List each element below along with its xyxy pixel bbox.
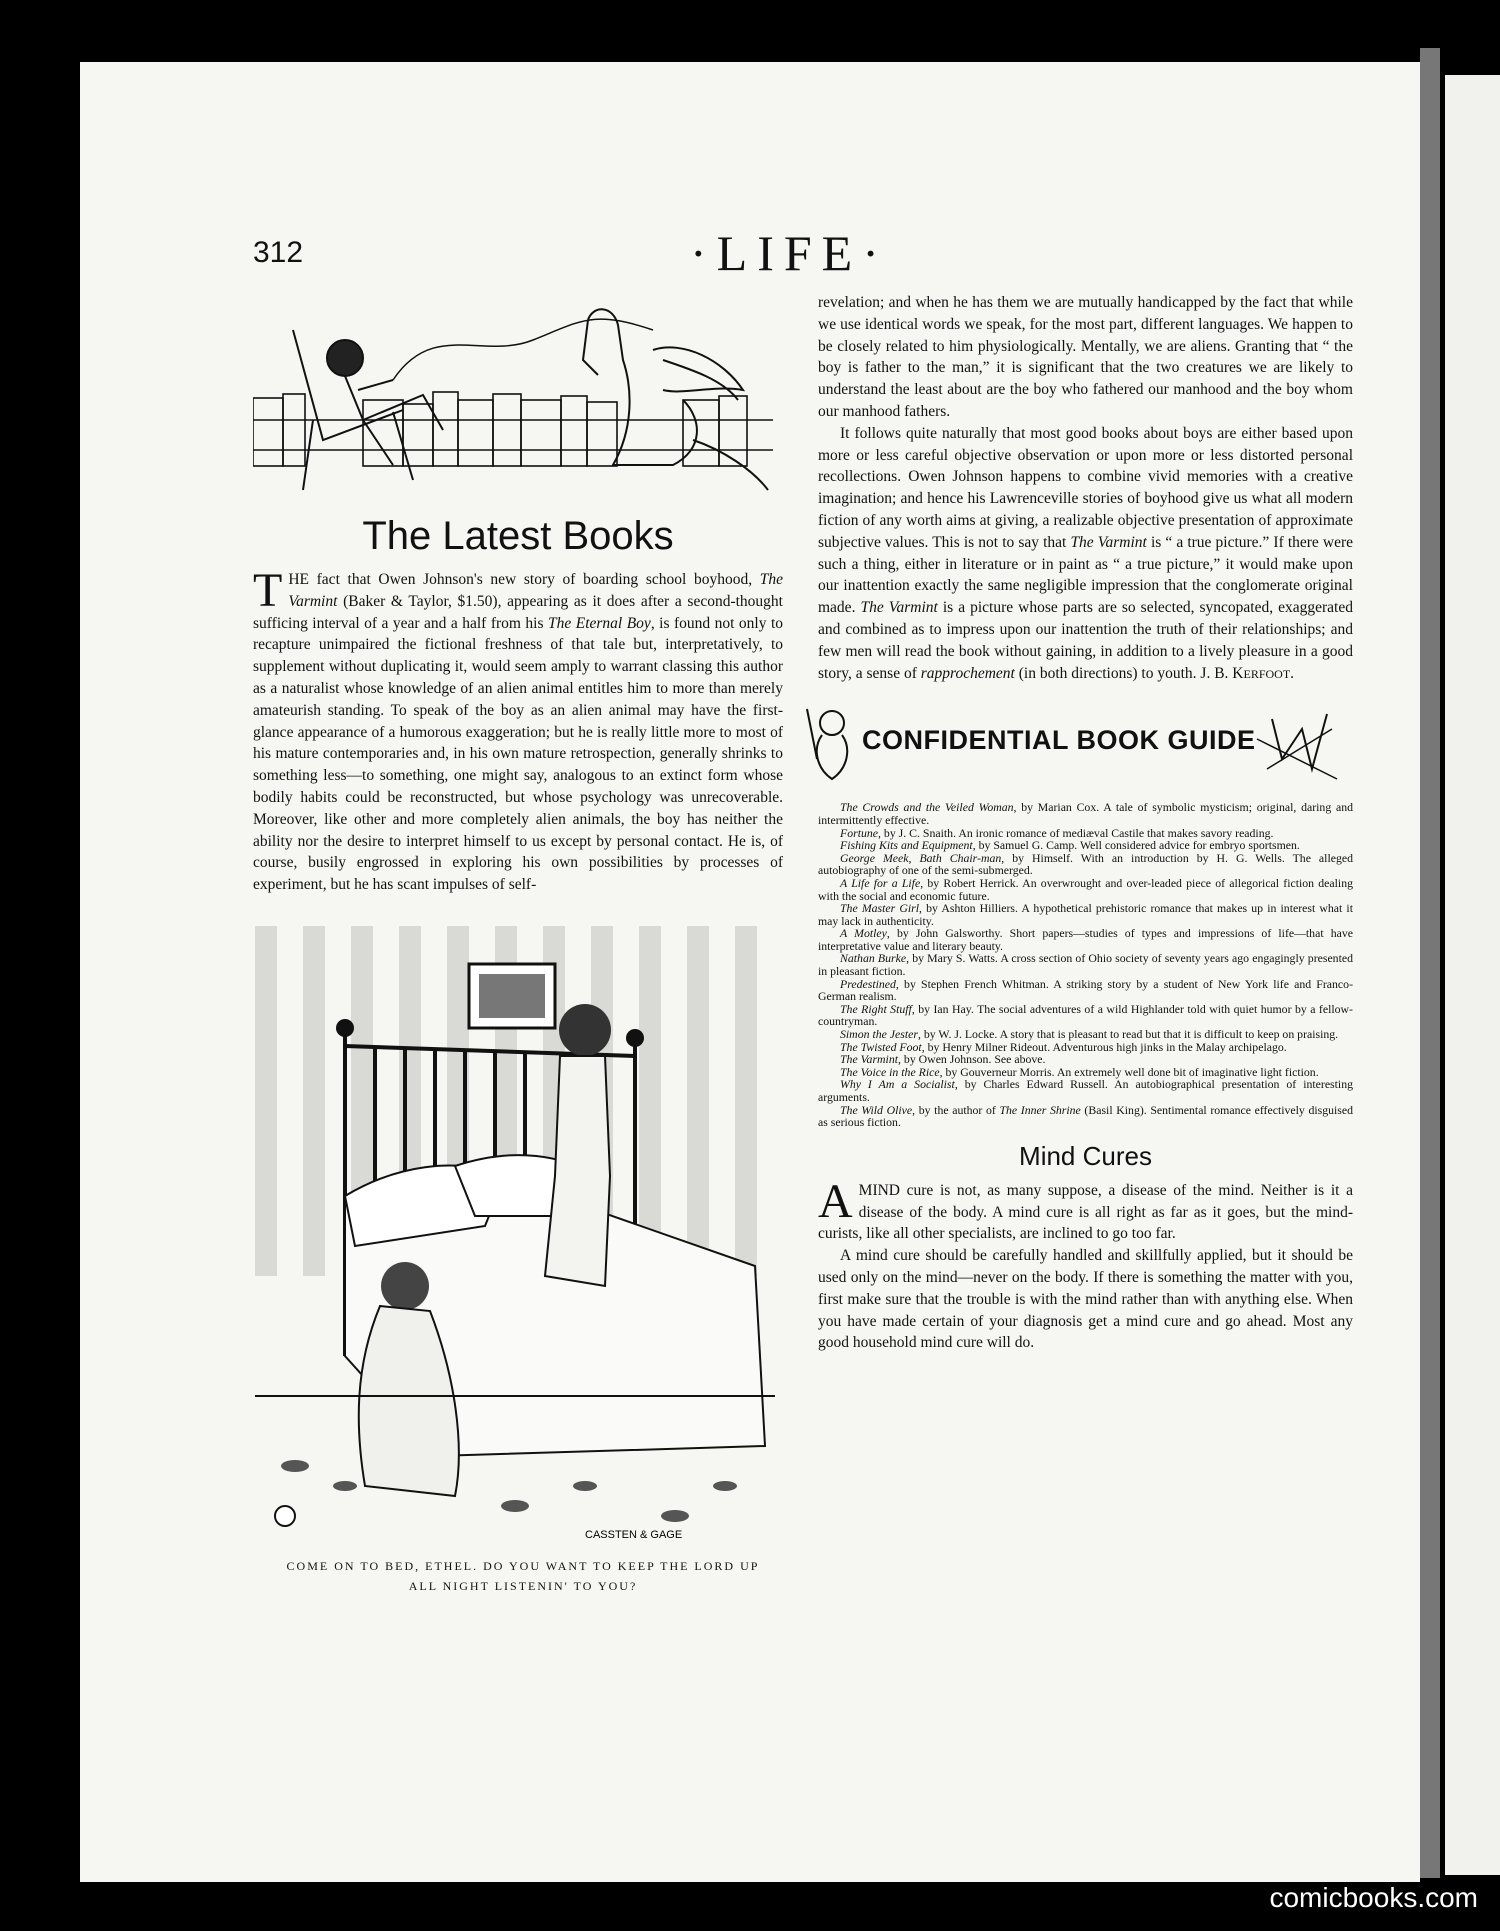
article-body-part1 (253, 564, 784, 896)
caption-line-1: COME ON TO BED, ETHEL. DO YOU WANT TO KEEP THE LORD UP (286, 1558, 760, 1573)
book-guide-list (818, 801, 1353, 1128)
book-guide-title: CONFIDENTIAL BOOK GUIDE (862, 725, 1256, 756)
drop-cap: T (253, 564, 283, 617)
book-guide-item: A Life for a Life, by Robert Herrick. An overwrought and over-leaded piece of allegorical fiction dealing with the social and economic future. (818, 875, 1353, 903)
mind-cures-paragraph-1: AMIND cure is not, as many suppose, a disease of the mind. Neither is it a disease of the body. A mind cure is all right as far as it goes, but the mind-curists, like all other specialists, are inclined to go too far. (818, 1174, 1353, 1243)
book-guide-item: A Motley, by John Galsworthy. Short papers—studies of types and impressions of life—that have interpretative value and literary beauty. (818, 926, 1353, 953)
mind-cures-drop-cap: A (818, 1174, 853, 1228)
article-paragraph-2: It follows quite naturally that most good books about boys are either based upon more or less careful objective observation or upon more or less distorted personal recollections. Owen Johnson happens to combine vivid memories with a creative imagination; and hence his Lawrenceville stories of boyhood give us what all modern fiction of any worth aims at giving, a realizable objective presentation of approximate subjective values. This is not to say that The Varmint is “ a true picture.” If there were such a thing, either in literature or in paint as “ a true picture,” it would make upon our inattention exactly the same negligible impression that the conglomerate original made. The Varmint is a picture whose parts are so selected, syncopated, exaggerated and combined as to impress upon our inattention the truth of their relationships; and few men will read the book without gaining, in addition to a lively pleasure in a good story, a sense of rapprochement (in both directions) to youth. J. B. KERFOOT. (818, 424, 1354, 682)
book-guide-item: The Voice in the Rice, by Gouverneur Morris. An extremely well done bit of imaginative light fiction. (840, 1064, 1319, 1079)
binding-spine (1420, 48, 1440, 1878)
right-column (818, 292, 1353, 1354)
mind-cures-paragraph-2: A mind cure should be carefully handled and skillfully applied, but it should be used only on the mind—never on the body. If there is something the matter with you, first make sure that the trouble is with the mind rather than with anything else. When you have made certain of your diagnosis get a mind cure and go ahead. Most any good household mind cure will do. (818, 1247, 1353, 1352)
book-guide-item: George Meek, Bath Chair-man, by Himself. With an introduction by H. G. Wells. The alleged autobiography of one of the semi-submerged. (818, 850, 1353, 878)
mind-cures-title: Mind Cures (1019, 1140, 1152, 1171)
artist-signature: CASSTEN & GAGE (585, 1528, 683, 1541)
book-guide-item: Why I Am a Socialist, by Charles Edward Russell. An autobiographical presentation of interesting arguments. (818, 1077, 1353, 1104)
watermark: comicbooks.com (1269, 1882, 1478, 1913)
book-guide-item: Nathan Burke, by Mary S. Watts. A cross section of Ohio society of seventy years ago engagingly presented in pleasant fiction. (818, 951, 1353, 979)
article-paragraph-1-continued: revelation; and when he has them we are mutually handicapped by the fact that while we use identical words we speak, for the most part, different languages. We happen to be closely related to him physiologically. Mentally, we are aliens. Granting that “ the boy is father to the man,” it is significant that the two creatures we are likely to understand the least about are the boy who fathered our manhood and the boy whom our manhood fathers. (818, 294, 1353, 420)
book-guide-item: Fishing Kits and Equipment, by Samuel G. Camp. Well considered advice for embryo sportsmen. (840, 838, 1300, 853)
book-guide-header (802, 699, 1342, 789)
cartoon-illustration (255, 926, 777, 1546)
page-number: 312 (253, 236, 304, 269)
book-guide-item: The Master Girl, by Ashton Hilliers. A hypothetical prehistoric romance that makes up in interest what it may lack in authenticity. (818, 901, 1353, 928)
book-guide-item: The Varmint, by Owen Johnson. See above. (840, 1052, 1046, 1067)
book-guide-item: Predestined, by Stephen French Whitman. A striking story by a student of New York life and Franco-German realism. (818, 976, 1353, 1004)
adjacent-page-edge (1445, 75, 1500, 1875)
illustration-caption (253, 1556, 793, 1596)
caption-line-2: ALL NIGHT LISTENIN' TO YOU? (408, 1578, 638, 1593)
masthead: ·LIFE· (690, 225, 889, 281)
book-guide-item: The Twisted Foot, by Henry Milner Rideout. Adventurous high jinks in the Malay archipelago. (840, 1039, 1287, 1054)
article-title: The Latest Books (362, 514, 674, 558)
book-guide-item: Fortune, by J. C. Snaith. An ironic romance of mediæval Castile that makes savory reading. (840, 825, 1274, 840)
book-guide-item: The Wild Olive, by the author of The Inner Shrine (Basil King). Sentimental romance effectively disguised as serious fiction. (818, 1102, 1354, 1130)
book-guide-item: Simon the Jester, by W. J. Locke. A story that is pleasant to read but that it is difficult to keep on praising. (840, 1027, 1339, 1042)
article-paragraph-1: HE fact that Owen Johnson's new story of boarding school boyhood, The Varmint (Baker & Taylor, $1.50), appearing as it does after a second-thought sufficing interval of a year and a half from his The Eternal Boy, is found not only to recapture unimpaired the fictional freshness of that tale but, interpretatively, to supplement without duplicating it, would seem amply to warrant classing this author as a naturalist whose knowledge of an alien animal entitles him to more than merely amateurish standing. To speak of the boy as an alien animal may have the first-glance appearance of a humorous exaggeration; but he is really little more to most of his mature contemporaries and, in his own mature retrospection, generally shrinks to something less—to something, one might say, analogous to an extinct form whose bodily habits could be reconstructed, but whose psychology was unrecoverable. Moreover, like other and more completely alien animals, the boy has neither the ability nor the desire to interpret himself to us except by personal contact. He is, of course, busily engrossed in exploring his own possibilities by processes of experiment, but he has scant impulses of self- (253, 571, 784, 894)
header-illustration (253, 300, 773, 500)
book-guide-item: The Crowds and the Veiled Woman, by Marian Cox. A tale of symbolic mysticism; original, daring and intermittently effective. (818, 800, 1353, 827)
book-guide-item: The Right Stuff, by Ian Hay. The social adventures of a wild Highlander told with quiet humor by a fellow-countryman. (818, 1001, 1353, 1029)
left-column (253, 300, 783, 1596)
